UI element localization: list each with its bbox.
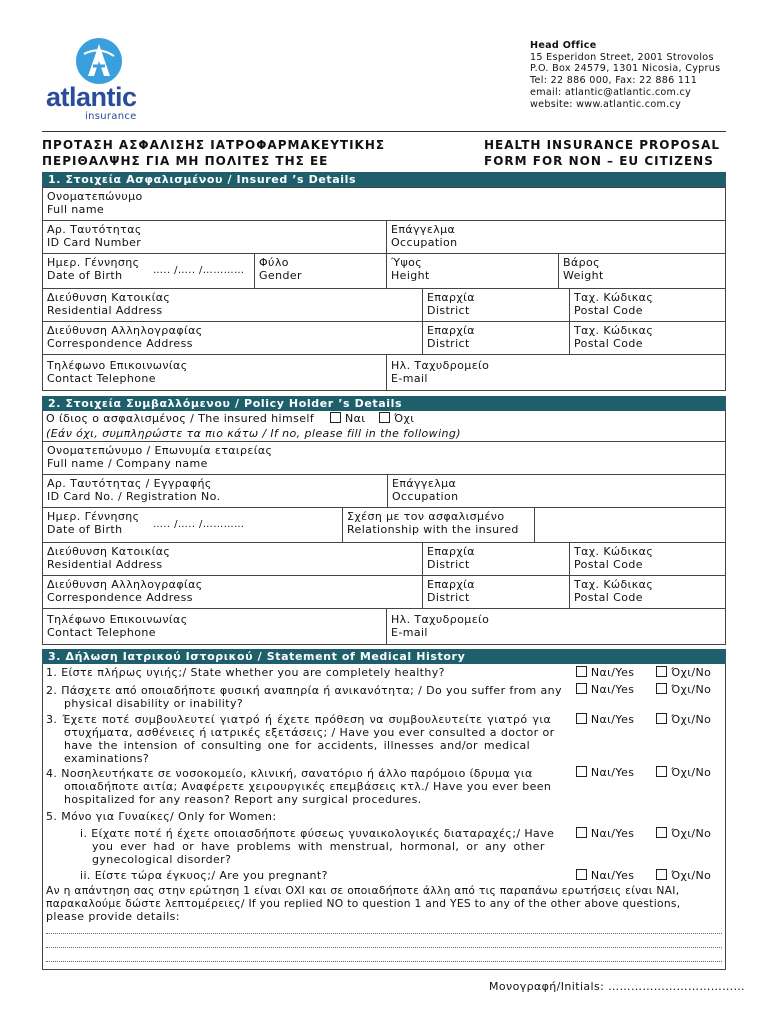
s2-res-label-en: Residential Address [47, 558, 163, 571]
q4-text-line3: hospitalized for any reason? Report any surgical procedures. [64, 793, 422, 806]
s2-dob-label-gr: Ημερ. Γέννησης [47, 510, 140, 523]
q4-no-label: Όχι/No [671, 766, 712, 779]
s1-district-field[interactable] [422, 288, 570, 322]
s1-dob-field[interactable] [42, 253, 255, 289]
s2-id-label-gr: Αρ. Ταυτότητας / Εγγραφής [47, 477, 212, 490]
q3-yes-label: Ναι/Yes [590, 713, 635, 726]
q3-no-label: Όχι/No [671, 713, 712, 726]
s2-district-field[interactable] [422, 542, 570, 576]
office-address-1: 15 Esperidon Street, 2001 Strovolos [530, 51, 714, 63]
title-english-line2: FORM FOR NON – EU CITIZENS [484, 154, 714, 168]
s2-correspondence-address-field[interactable] [42, 575, 423, 609]
s1-tel-label-gr: Τηλέφωνο Επικοινωνίας [47, 359, 188, 372]
q5ii-answers [576, 869, 711, 883]
s1-res-label-en: Residential Address [47, 304, 163, 317]
s2-corr-postal-code-field[interactable] [569, 575, 726, 609]
s2-same-no-checkbox[interactable] [379, 412, 390, 423]
office-address-2: P.O. Box 24579, 1301 Nicosia, Cyprus [530, 63, 721, 75]
s1-pc-label-en: Postal Code [574, 304, 643, 317]
q5ii-text: ii. Είστε τώρα έγκυος;/ Are you pregnant? [80, 869, 328, 882]
q5i-answers [576, 827, 711, 841]
s1-gender-label-gr: Φύλο [259, 256, 289, 269]
s2-dob-label-en: Date of Birth [47, 523, 123, 536]
s1-gender-label-en: Gender [259, 269, 302, 282]
s2-if-no-note: (Εάν όχι, συμπληρώστε τα πιο κάτω / If no, please fill in the following) [46, 427, 461, 440]
q4-no-checkbox[interactable] [656, 766, 667, 777]
s1-corr-district-label-gr: Επαρχία [427, 324, 475, 337]
s2-rel-label-gr: Σχέση με τον ασφαλισμένο [347, 510, 505, 523]
s1-corr-district-field[interactable] [422, 321, 570, 355]
q3-text-line2: στυχήματα, ασθένειες ή ιατρικές εξετάσεις; / Have you ever consulted a doctor or [64, 726, 555, 739]
s2-id-field[interactable] [42, 474, 388, 508]
section-3-header: 3. Δήλωση Ιατρικού Ιστορικού / Statement of Medical History [42, 649, 726, 664]
s1-postal-code-field[interactable] [569, 288, 726, 322]
q5ii-yes-checkbox[interactable] [576, 869, 587, 880]
details-note-line3: please provide details: [46, 910, 180, 923]
s2-email-label-gr: Ηλ. Ταχυδρομείο [391, 613, 490, 626]
s2-pc-label-gr: Ταχ. Κώδικας [574, 545, 654, 558]
s2-dob-placeholder: ….. /….. /………… [153, 519, 245, 530]
section-2-header: 2. Στοιχεία Συμβαλλόμενου / Policy Holder ’s Details [42, 396, 726, 411]
title-greek-line1: ΠΡΟΤΑΣΗ ΑΣΦΑΛΙΣΗΣ ΙΑΤΡΟΦΑΡΜΑΚΕΥΤΙΚΗΣ [42, 138, 386, 152]
title-greek-line2: ΠΕΡΙΘΑΛΨΗΣ ΓΙΑ ΜΗ ΠΟΛΙΤΕΣ ΤΗΣ ΕΕ [42, 154, 329, 168]
s1-occ-label-en: Occupation [391, 236, 458, 249]
s1-occupation-field[interactable] [386, 220, 726, 254]
s2-pc-label-en: Postal Code [574, 558, 643, 571]
s1-telephone-field[interactable] [42, 354, 387, 391]
q5i-no-label: Όχι/No [671, 827, 712, 840]
s1-full-name-field[interactable] [42, 187, 726, 221]
s2-corr-label-gr: Διεύθυνση Αλληλογραφίας [47, 578, 203, 591]
s1-id-label-gr: Αρ. Ταυτότητας [47, 223, 142, 236]
office-website: website: www.atlantic.com.cy [530, 98, 682, 110]
s1-height-label-gr: Ύψος [391, 256, 423, 269]
q1-no-checkbox[interactable] [656, 666, 667, 677]
title-english-line1: HEALTH INSURANCE PROPOSAL [484, 138, 721, 152]
q4-text-line1: 4. Νοσηλευτήκατε σε νοσοκομείο, κλινική, σανατόριο ή άλλο παρόμοιο ίδρυμα για [46, 767, 533, 780]
s1-dob-label-en: Date of Birth [47, 269, 123, 282]
q1-answers [576, 666, 711, 680]
q2-answers [576, 683, 711, 697]
q4-yes-checkbox[interactable] [576, 766, 587, 777]
s2-corr-district-field[interactable] [422, 575, 570, 609]
s1-district-label-gr: Επαρχία [427, 291, 475, 304]
s1-occ-label-gr: Επάγγελμα [391, 223, 456, 236]
office-email: email: atlantic@atlantic.com.cy [530, 86, 692, 98]
details-line-1[interactable] [46, 932, 722, 934]
office-phone: Tel: 22 886 000, Fax: 22 886 111 [530, 75, 698, 87]
s2-same-yes-checkbox[interactable] [330, 412, 341, 423]
s2-id-label-en: ID Card No. / Registration No. [47, 490, 221, 503]
s1-pc-label-gr: Ταχ. Κώδικας [574, 291, 654, 304]
details-note-line2: παρακαλούμε δώστε λεπτομέρειες/ If you replied NO to question 1 and YES to any of the other above questions, [46, 897, 681, 910]
q2-text-line2: physical disability or inability? [64, 697, 244, 710]
s2-dob-field[interactable] [42, 507, 343, 543]
q1-text: 1. Είστε πλήρως υγιής;/ State whether you are completely healthy? [46, 666, 445, 679]
s2-name-label-gr: Ονοματεπώνυμο / Επωνυμία εταιρείας [47, 444, 273, 457]
s2-no-label: Όχι [394, 412, 415, 425]
q3-no-checkbox[interactable] [656, 713, 667, 724]
s1-corr-label-en: Correspondence Address [47, 337, 193, 350]
s1-name-label-gr: Ονοματεπώνυμο [47, 190, 143, 203]
s2-occ-label-en: Occupation [392, 490, 459, 503]
head-office-title: Head Office [530, 40, 597, 51]
s1-weight-field[interactable] [558, 253, 726, 289]
section-1-header: 1. Στοιχεία Ασφαλισμένου / Insured ’s Details [42, 172, 726, 187]
s2-telephone-field[interactable] [42, 608, 387, 645]
s2-occ-label-gr: Επάγγελμα [392, 477, 457, 490]
s2-occupation-field[interactable] [387, 474, 726, 508]
s2-corr-pc-label-gr: Ταχ. Κώδικας [574, 578, 654, 591]
q5i-text-line2: you ever had or have problems with menstrual, hormonal, or any other [92, 840, 545, 853]
s2-residential-address-field[interactable] [42, 542, 423, 576]
q4-yes-label: Ναι/Yes [590, 766, 635, 779]
q2-no-label: Όχι/No [671, 683, 712, 696]
details-line-2[interactable] [46, 946, 722, 948]
s2-yes-label: Ναι [344, 412, 366, 425]
q5i-text-line3: gynecological disorder? [92, 853, 232, 866]
q3-text-line4: examinations? [64, 752, 150, 765]
s2-corr-district-label-gr: Επαρχία [427, 578, 475, 591]
s2-same-label: Ο ίδιος ο ασφαλισμένος / The insured himself [46, 412, 315, 425]
s2-tel-label-gr: Τηλέφωνο Επικοινωνίας [47, 613, 188, 626]
s2-tel-label-en: Contact Telephone [47, 626, 156, 639]
s2-relationship-value-field[interactable] [534, 507, 726, 543]
s1-id-field[interactable] [42, 220, 387, 254]
s2-email-field[interactable] [386, 608, 726, 645]
s2-corr-district-label-en: District [427, 591, 470, 604]
s1-gender-field[interactable] [254, 253, 387, 289]
s1-weight-label-gr: Βάρος [563, 256, 600, 269]
s1-height-label-en: Height [391, 269, 430, 282]
q3-answers [576, 713, 711, 727]
s2-name-label-en: Full name / Company name [47, 457, 208, 470]
s1-email-field[interactable] [386, 354, 726, 391]
s1-height-field[interactable] [386, 253, 559, 289]
s2-full-name-field[interactable] [42, 441, 726, 475]
q2-yes-label: Ναι/Yes [590, 683, 635, 696]
q4-answers [576, 766, 711, 780]
q5ii-yes-label: Ναι/Yes [590, 869, 635, 882]
s1-tel-label-en: Contact Telephone [47, 372, 156, 385]
q2-no-checkbox[interactable] [656, 683, 667, 694]
logo-subtitle: insurance [85, 111, 137, 122]
s1-residential-address-field[interactable] [42, 288, 423, 322]
q3-text-line1: 3. Έχετε ποτέ συμβουλευτεί γιατρό ή έχετε πρόθεση να συμβουλευτείτε γιατρό για [46, 713, 552, 726]
q5i-text-line1: i. Είχατε ποτέ ή έχετε οποιασδήποτε φύσεως γυναικολογικές διαταραχές;/ Have [80, 827, 555, 840]
s2-corr-pc-label-en: Postal Code [574, 591, 643, 604]
s1-dob-label-gr: Ημερ. Γέννησης [47, 256, 140, 269]
s2-postal-code-field[interactable] [569, 542, 726, 576]
s1-corr-district-label-en: District [427, 337, 470, 350]
q2-yes-checkbox[interactable] [576, 683, 587, 694]
initials-field[interactable]: Μονογραφή/Initials: ……………………………… [489, 980, 745, 993]
q4-text-line2: οποιαδήποτε αιτία; Αναφέρετε χειρουργικές επεμβάσεις κτλ./ Have you ever been [64, 780, 552, 793]
q1-yes-label: Ναι/Yes [590, 666, 635, 679]
details-line-3[interactable] [46, 960, 722, 962]
details-note-line1: Αν η απάντηση σας στην ερώτηση 1 είναι ΟΧΙ και σε οποιαδήποτε άλλη από τις παραπάνω ερωτήσεις είναι ΝΑΙ, [46, 884, 680, 897]
logo-wordmark: atlantic [46, 82, 137, 112]
q3-yes-checkbox[interactable] [576, 713, 587, 724]
q5-text: 5. Μόνο για Γυναίκες/ Only for Women: [46, 810, 277, 823]
s1-corr-pc-label-en: Postal Code [574, 337, 643, 350]
title-english [484, 137, 720, 169]
s1-district-label-en: District [427, 304, 470, 317]
s2-rel-label-en: Relationship with the insured [347, 523, 519, 536]
s1-id-label-en: ID Card Number [47, 236, 142, 249]
q5i-yes-checkbox[interactable] [576, 827, 587, 838]
header-divider [42, 131, 726, 132]
q5i-no-checkbox[interactable] [656, 827, 667, 838]
s2-relationship-field[interactable] [342, 507, 535, 543]
s1-weight-label-en: Weight [563, 269, 604, 282]
s1-email-label-en: E-mail [391, 372, 428, 385]
s1-name-label-en: Full name [47, 203, 105, 216]
s1-dob-placeholder: ….. /….. /………… [153, 265, 245, 276]
s2-district-label-gr: Επαρχία [427, 545, 475, 558]
s2-district-label-en: District [427, 558, 470, 571]
q5i-yes-label: Ναι/Yes [590, 827, 635, 840]
s2-same-person-question [46, 412, 414, 425]
s1-corr-label-gr: Διεύθυνση Αλληλογραφίας [47, 324, 203, 337]
s1-email-label-gr: Ηλ. Ταχυδρομείο [391, 359, 490, 372]
s1-corr-postal-code-field[interactable] [569, 321, 726, 355]
q5ii-no-checkbox[interactable] [656, 869, 667, 880]
s2-res-label-gr: Διεύθυνση Κατοικίας [47, 545, 171, 558]
s2-corr-label-en: Correspondence Address [47, 591, 193, 604]
title-greek [42, 137, 385, 169]
q3-text-line3: have the intension of consulting one for accidents, illnesses and/or medical [64, 739, 531, 752]
s2-email-label-en: E-mail [391, 626, 428, 639]
q1-yes-checkbox[interactable] [576, 666, 587, 677]
q2-text-line1: 2. Πάσχετε από οποιαδήποτε φυσική αναπηρία ή ανικανότητα; / Do you suffer from any [46, 684, 562, 697]
s1-corr-pc-label-gr: Ταχ. Κώδικας [574, 324, 654, 337]
q1-no-label: Όχι/No [671, 666, 712, 679]
s1-correspondence-address-field[interactable] [42, 321, 423, 355]
q5ii-no-label: Όχι/No [671, 869, 712, 882]
head-office-block [530, 40, 720, 110]
s1-res-label-gr: Διεύθυνση Κατοικίας [47, 291, 171, 304]
